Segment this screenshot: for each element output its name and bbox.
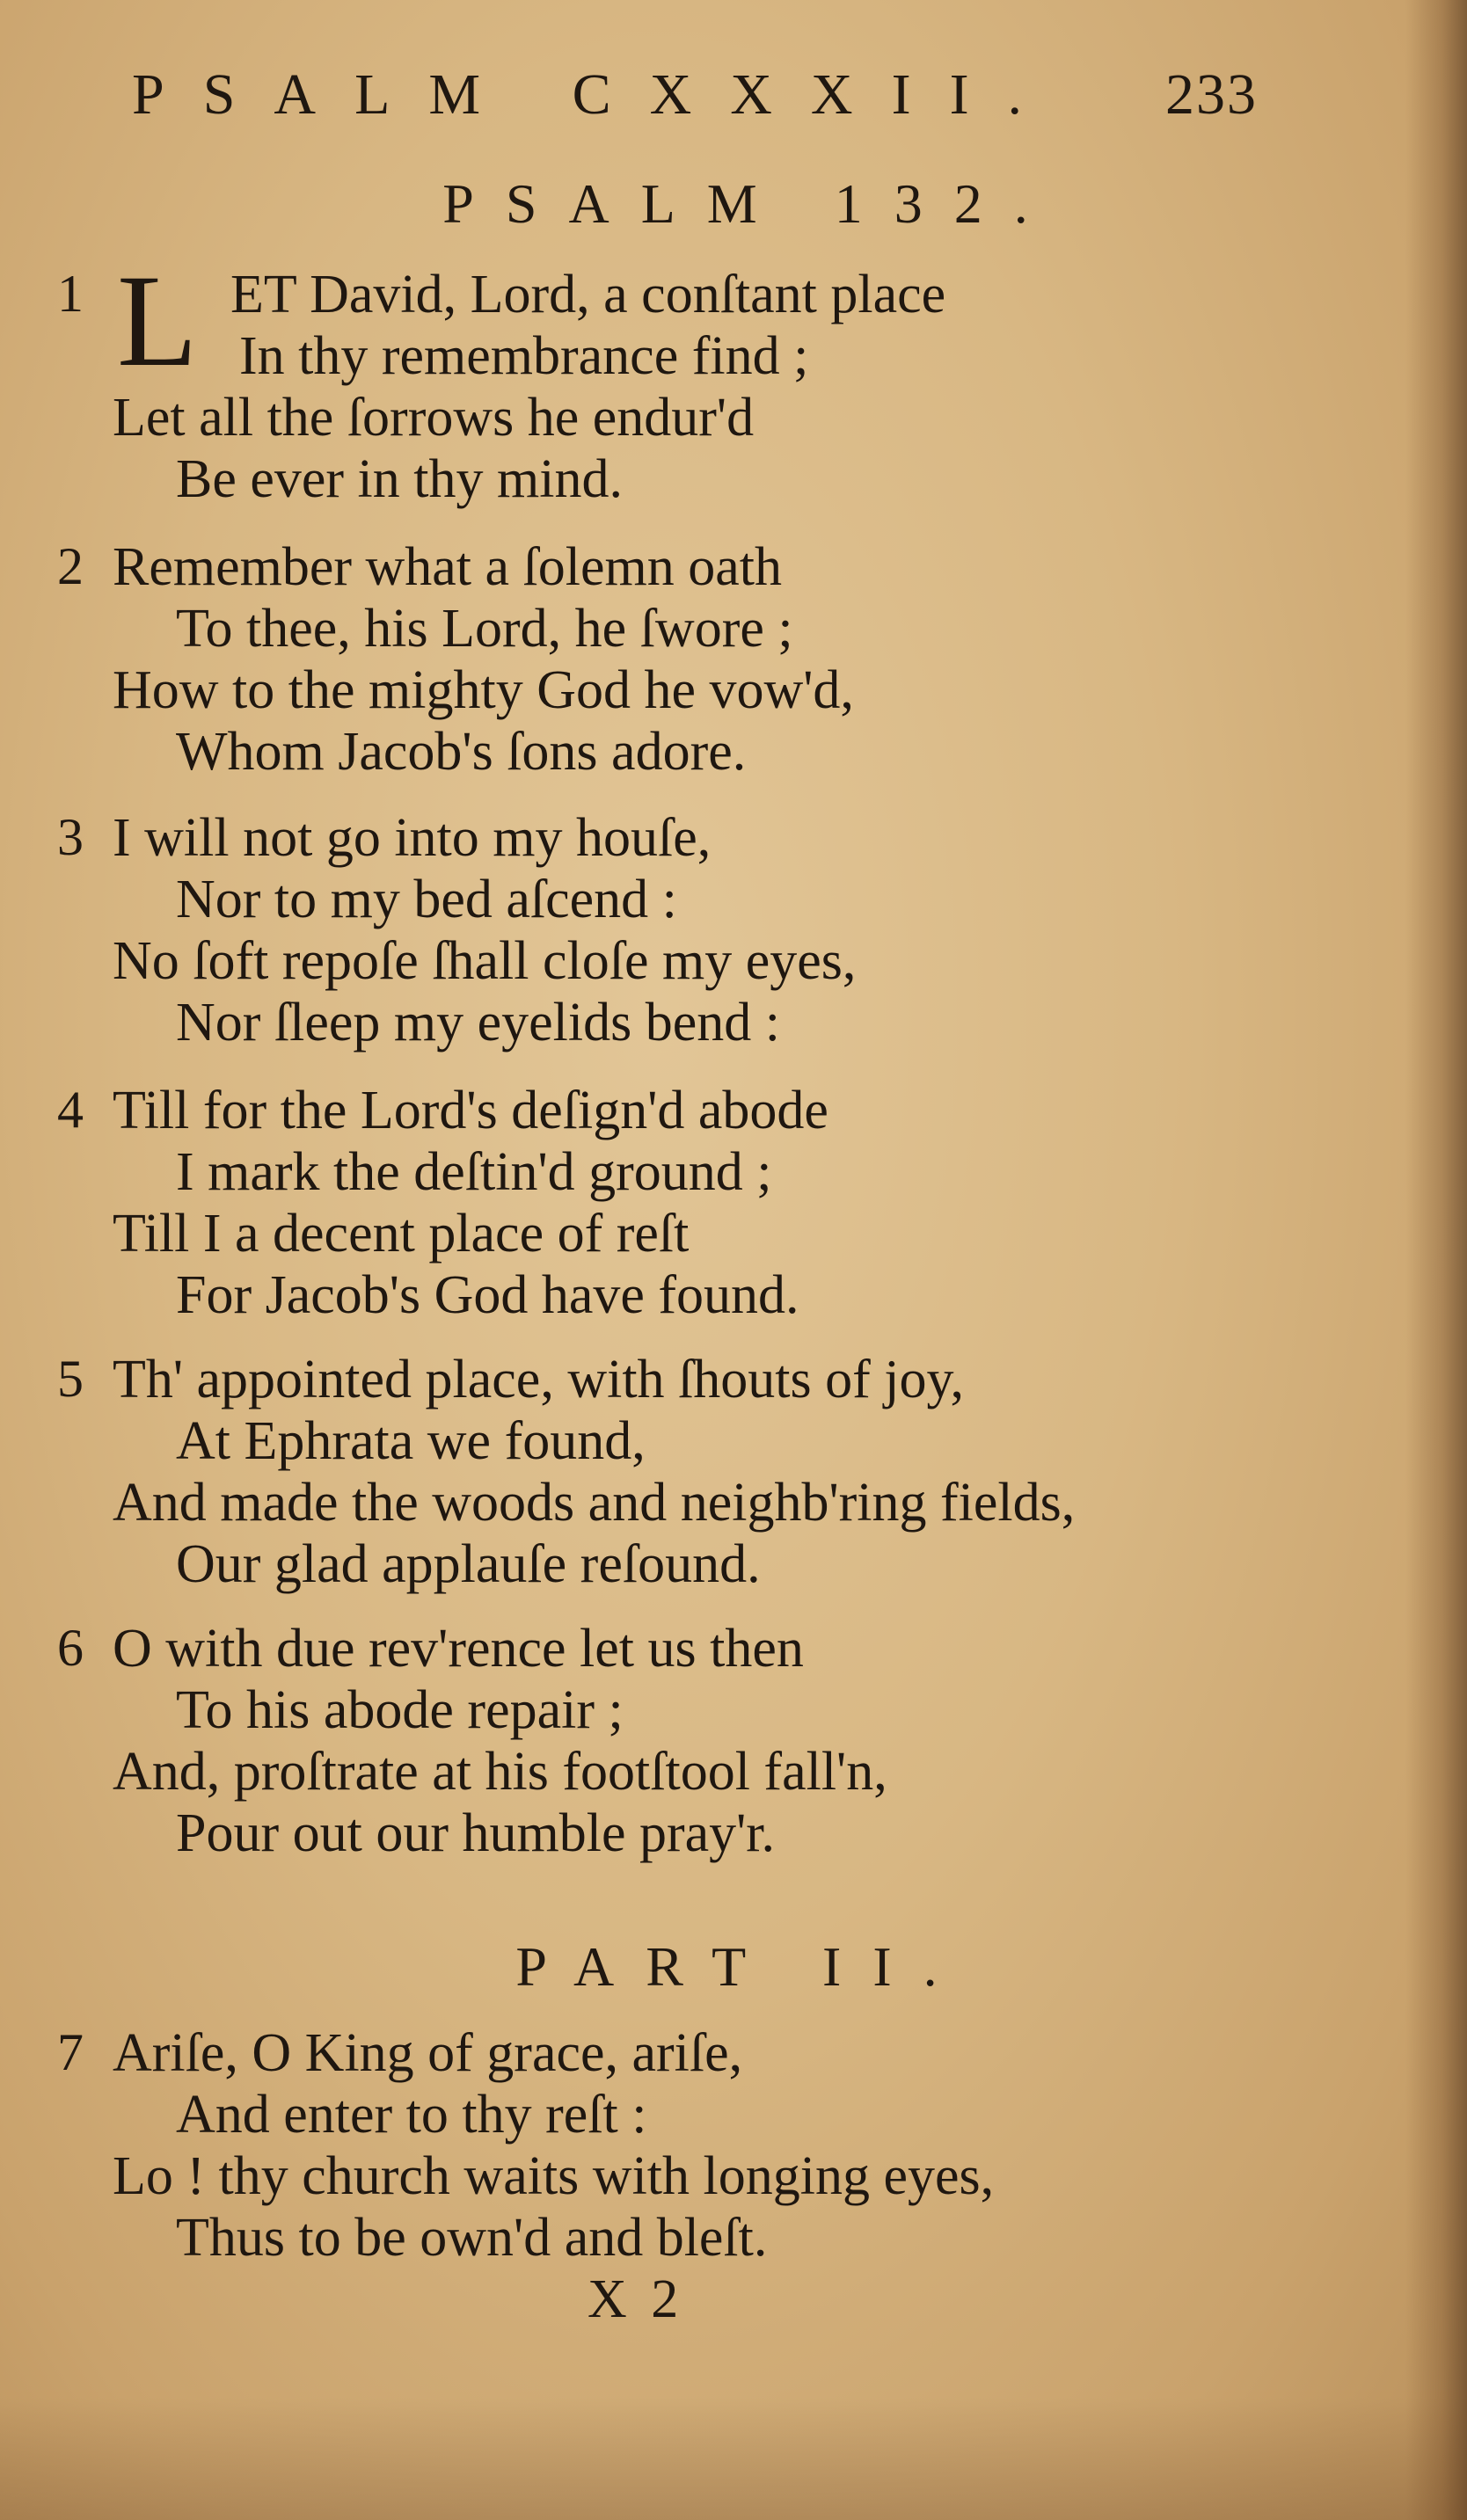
verse-line: Remember what a ſolemn oath bbox=[113, 537, 782, 597]
verse-line: Our glad applauſe reſound. bbox=[176, 1534, 761, 1594]
page-number: 233 bbox=[1165, 62, 1258, 127]
verse-line: O with due rev'rence let us then bbox=[113, 1619, 804, 1679]
verse-line: For Jacob's God have found. bbox=[176, 1265, 799, 1325]
verse-number: 2 bbox=[57, 537, 84, 595]
verse-line: Till I a decent place of reſt bbox=[113, 1204, 690, 1264]
verse-line: And made the woods and neighb'ring fields, bbox=[113, 1473, 1076, 1533]
verse-number: 4 bbox=[57, 1081, 84, 1139]
verse-line: Nor to my bed aſcend : bbox=[176, 870, 677, 929]
verse-line: In thy remembrance find ; bbox=[239, 326, 809, 386]
running-head-title: PSALM CXXXII. bbox=[132, 62, 1062, 127]
verse-line: To thee, his Lord, he ſwore ; bbox=[176, 599, 793, 659]
verse-line: To his abode repair ; bbox=[176, 1680, 624, 1740]
verse-line: Lo ! thy church waits with longing eyes, bbox=[113, 2146, 995, 2206]
verse-line: Ariſe, O King of grace, ariſe, bbox=[113, 2023, 743, 2083]
page-edge-shadow bbox=[1405, 0, 1467, 2520]
catchword: X 2 bbox=[588, 2269, 684, 2329]
psalm-heading: PSALM 132. bbox=[442, 172, 1060, 235]
verse-line: At Ephrata we found, bbox=[176, 1411, 646, 1471]
verse-line: Let all the ſorrows he endur'd bbox=[113, 388, 755, 448]
verse-line: Whom Jacob's ſons adore. bbox=[176, 722, 747, 782]
verse-line: Pour out our humble pray'r. bbox=[176, 1803, 776, 1863]
verse-number: 1 bbox=[57, 265, 84, 323]
page-bottom-shadow bbox=[0, 2397, 1467, 2520]
running-head bbox=[132, 62, 1258, 132]
verse-line: No ſoft repoſe ſhall cloſe my eyes, bbox=[113, 931, 857, 991]
verse-line: And, proſtrate at his footſtool fall'n, bbox=[113, 1742, 887, 1802]
verse-number: 6 bbox=[57, 1619, 84, 1677]
verse-line: Nor ſleep my eyelids bend : bbox=[176, 993, 780, 1052]
verse-line: Thus to be own'd and bleſt. bbox=[176, 2208, 768, 2268]
part-heading: PART II. bbox=[515, 1935, 969, 1998]
verse-line: Be ever in thy mind. bbox=[176, 449, 623, 509]
verse-line: Till for the Lord's deſign'd abode bbox=[113, 1081, 828, 1140]
drop-cap: L bbox=[117, 248, 198, 394]
verse-number: 5 bbox=[57, 1350, 84, 1408]
verse-number: 7 bbox=[57, 2023, 84, 2081]
verse-line: And enter to thy reſt : bbox=[176, 2085, 647, 2145]
verse-line: How to the mighty God he vow'd, bbox=[113, 660, 854, 720]
verse-line: Th' appointed place, with ſhouts of joy, bbox=[113, 1350, 964, 1409]
verse-line: I will not go into my houſe, bbox=[113, 808, 712, 868]
verse-number: 3 bbox=[57, 808, 84, 866]
verse-line: ET David, Lord, a conſtant place bbox=[230, 265, 946, 324]
verse-line: I mark the deſtin'd ground ; bbox=[176, 1142, 772, 1202]
